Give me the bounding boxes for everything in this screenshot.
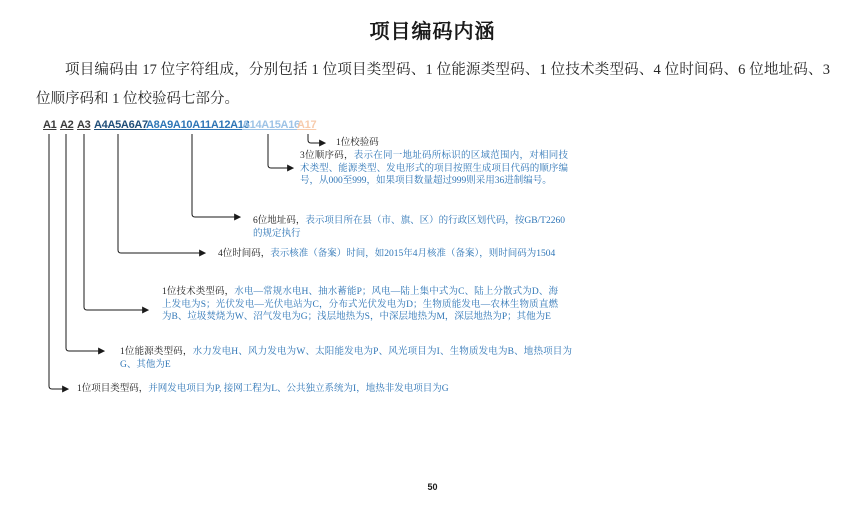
annotation-time-code (218, 248, 563, 261)
annotation-address-code (253, 215, 565, 240)
annotation-project-code-label: 1位项目类型码， (77, 384, 149, 394)
page-title: 项目编码内涵 (369, 21, 496, 43)
segment-a1: A1 (43, 119, 57, 131)
connector-project-code (49, 134, 63, 389)
connector-energy-code (66, 134, 99, 351)
annotation-sequence-code-label: 3位顺序码， (300, 151, 354, 161)
connector-time-code (118, 134, 200, 253)
annotation-address-code-label: 6位地址码， (253, 216, 306, 226)
annotation-energy-code-label: 1位能源类型码， (120, 347, 193, 357)
annotation-tech-code-label: 1位技术类型码， (162, 287, 235, 297)
segment-a4-a7: A4A5A6A7 (94, 119, 148, 131)
connector-tech-code (84, 134, 143, 310)
annotation-energy-code-desc: 水力发电H、风力发电为W、太阳能发电为P、风光项目为I、生物质发电为B、地热项目为G、其他为E (120, 347, 572, 370)
annotation-sequence-code-desc: 表示在同一地址码所标识的区域范围内，对相同技术类型、能源类型、发电形式的项目按照生成项目代码的顺序编号，从000至999，如果项目数量超过999则采用36进制编号。 (300, 151, 568, 186)
annotation-sequence-code (300, 150, 568, 188)
connector-address-code (192, 134, 235, 217)
page-number: 50 (427, 482, 438, 492)
connector-sequence-code (268, 134, 288, 168)
annotation-address-code-desc: 表示项目所在县（市、旗、区）的行政区划代码，按GB/T2260的规定执行 (253, 216, 565, 239)
annotation-project-code-desc: 并网发电项目为P, 接网工程为L、公共独立系统为I，地热非发电项目为G (148, 384, 449, 394)
connector-check-code (308, 134, 320, 143)
annotation-project-code (77, 383, 449, 396)
segment-a3: A3 (77, 119, 91, 131)
annotation-time-code-desc: 表示核准（备案）时间，如2015年4月核准（备案），则时间码为1504 (270, 249, 556, 259)
annotation-check-code-label: 1位校验码 (336, 138, 379, 148)
annotation-energy-code (120, 346, 572, 371)
segment-a8-a13: A8A9A10A11A12A13 (146, 119, 250, 131)
segment-a17: A17 (297, 119, 317, 131)
annotation-check-code (336, 137, 379, 150)
intro-paragraph: 项目编码由 17 位字符组成，分别包括 1 位项目类型码、1 位能源类型码、1 位技术类型码、4 位时间码、6 位地址码、3 位顺序码和 1 位校验码七部分。 (36, 62, 830, 107)
annotation-tech-code (162, 286, 558, 324)
annotation-time-code-label: 4位时间码， (218, 249, 271, 259)
segment-a14-a16: A14A15A16 (242, 119, 300, 131)
segment-a2: A2 (60, 119, 74, 131)
annotation-tech-code-desc: 水电—常规水电H、抽水蓄能P；风电—陆上集中式为C、陆上分散式为D、海上发电为S；光伏发电—光伏电站为C，分布式光伏发电为D；生物质能发电—农林生物质直燃为B、垃圾焚烧为W、沼气发电为G；浅层地热为S，中深层地热为M，深层地热为P；其他为E (162, 287, 558, 322)
